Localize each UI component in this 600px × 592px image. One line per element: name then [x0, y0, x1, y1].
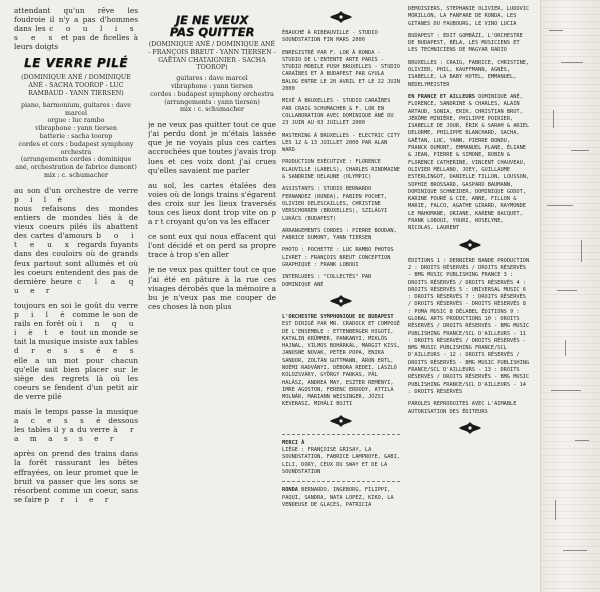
song-title-le-verre-pile: LE VERRE PILÉ: [24, 56, 128, 71]
credits-column-4: [408, 6, 532, 590]
thanks-bruxelles: BRUXELLES : CRAIG, FABRICE, CHRISTINE, OLIVIER, PHIL, KAUFFMANN, AGNÈS, ISABELLE, LA BABY HOTEL, EMMANUEL, NEDELYMEISTER: [408, 59, 530, 88]
ornament-icon: [457, 238, 483, 252]
recording-credit: ENREGISTRÉ PAR F. LOR À RONDA - STUDIO DE L'ENTENTE ARTE PARIS - STUDIO MOBILE PUSH BRUXELLES - STUDIO CARAÏBES ET À BUDAPEST PAR GYULA BALOG ENTRE LE 20 AVRIL ET LE 22 JUIN 2000: [282, 49, 400, 93]
lyrics-permission: PAROLES REPRODUITES AVEC L'AIMABLE AUTORISATION DES ÉDITEURS: [408, 401, 517, 415]
lyrics-verse: après on prend des trains dans la forêt rassurant les bêtes effrayées, on leur promet que le bruit va passer que les sons se résorbent comme un coeur, sans se faire p r i e r: [14, 449, 138, 504]
lyrics-verse: je ne veux pas quitter tout ce que j'ai été en pâture à la rue ces visages dérobés que la mémoire a bu je n'veux pas me couper de ces choses là non plus: [148, 265, 276, 311]
ornament-icon: [328, 10, 354, 24]
editions-list: ÉDITIONS 1 : DERNIÈRE BANDE PRODUCTION 2 : DROITS RÉSERVÉS / DROITS RÉSERVÉS - BMG MUSIC PUBLISHING FRANCE 3 : DROITS RÉSERVÉS / DROITS RÉSERVÉS 4 : DROITS RÉSERVÉS 5 : UNIVERSAL MUSIC 6 : DROITS RÉSERVÉS 7 : DROITS RÉSERVÉS / DROITS RÉSERVÉS - DROITS RÉSERVÉS 8 : POMA MUSIC 8 DÉLABEL ÉDITIONS 9 : GLOBAL ARTS PRODUCTIONS 10 : DROITS RÉSERVÉS / DROITS RÉSERVÉS - BMG MUSIC PUBLISHING FRANCE/SCL D'AILLEURS - 11 : DROITS RÉSERVÉS / DROITS RÉSERVÉS - BMG MUSIC PUBLISHING FRANCE/SCL D'AILLEURS - 12 : DROITS RÉSERVÉS / DROITS RÉSERVÉS - BMG MUSIC PUBLISHING FRANCE/SCL D'AILLEURS - 13 : DROITS RÉSERVÉS / DROITS RÉSERVÉS - BMG MUSIC PUBLISHING FRANCE/SCL D'AILLEURS - 14 : DROITS RÉSERVÉS: [408, 257, 530, 395]
lyrics-column-1: [14, 6, 138, 590]
intro-text: attendant qu'un rêve les foudroie il n'y a pas d'hommes dans les c o u l i s s e s et pas de ficelles à leurs doigts: [14, 6, 138, 52]
song-credits: (DOMINIQUE ANÉ / DOMINIQUE ANÉ - FRANÇOIS BREUT - YANN TIERSEN - GAËTAN CHATAIGNIER - SACHA TOOROP) guitares : dave marcel vibraphone : yann tiersen cordes : budapest symphony orchestra (arrangements : yann tiersen) mix : c. schumacher: [148, 41, 276, 114]
lyrics-column-2: [148, 6, 276, 590]
ornament-icon: [457, 421, 483, 435]
lyrics-verse: au sol, les cartes étalées des voies où de longs trains s'égarent des croix sur les lieux traversés tous ces lieux dont trop vite on p a r t croyant qu'on va les effacer: [148, 180, 276, 227]
recording-credit: INTERLUDES : "COLLECTÉS" PAR DOMINIQUE ANÉ: [282, 274, 372, 288]
recording-credit: ASSISTANTS : STUDIO BERNARDO FERNANDEZ (RONDA), FABIEN POCHET, OLIVIER DELESCAILLES, CHRISTINE VERSCHORREN (BRUXELLES), SZILÁGYI LUKÁCS (BUDAPEST): [282, 186, 388, 222]
lyrics-verse: ce sont eux qui nous effacent qui l'ont décidé et on perd sa propre trace à trop s'en aller: [148, 232, 276, 260]
divider: [282, 434, 400, 435]
recording-credit: PRODUCTION EXÉCUTIVE : FLORENCE KLAUVILLE (LABELS), CHARLES RINDMAINE & SANDRINE DELAUNE (OLYMPIC): [282, 159, 400, 181]
intro-spaced-word: c o u l i s s e s: [14, 24, 138, 43]
recording-credit: ARRANGEMENTS CORDES : PIERRE BOUDAN, FABRICE DUMONT, YANN TIERSEN: [282, 227, 397, 242]
ornament-icon: [328, 414, 354, 428]
ornament-icon: [328, 294, 354, 308]
recording-credit: ÉBAUCHÉ À RIBEAUVILLE - STUDIO SOUNDSTATION FIN MARS 2000: [282, 30, 378, 44]
thanks-ronda: RONDA BERNARDO, INGEBORG, FILIPPI, PAQUI, SANDRA, NATA LOPEZ, KIKO, LA VENDEUSE DE GLACES, PATRICIA: [282, 487, 394, 508]
thanks-list: DEMOISIERS, STÉPHANIE OLIVIER, LUDOVIC MORILLON, LA FANFARE DE RONDA, LES GITANES DU FAUBOURG, LE VINO LUCIA: [408, 6, 530, 27]
thanks-budapest: BUDAPEST : EDIT GOMBÁZI, L'ORCHESTRE DE BUDAPEST, BÉLA, LES MUSICIENS ET LES TECHNICIENS DE MAGYAR RADIO: [408, 32, 523, 54]
divider: [282, 481, 400, 482]
song-credits: (DOMINIQUE ANÉ / DOMINIQUE ANÉ - SACHA TOOROP - LUC RAMBAUD - YANN TIERSEN) piano, harmonium, guitares : dave marcel orgue : luc rambo vibraphone : yann tiersen batterie : sacha toorop cordes et cors : budapest symphony orchestra (arrangements cordes : dominique ané, orchestration de fabrice dumont) mix : c. schumacher: [15, 74, 137, 180]
thanks-section: MERCI À LIÈGE : FRANÇOISE GRISAY, LA SOUNDSTATION, FABRICE LAMPROYE, GABI, LILI, DORY, CEUX DU SWAY ET DE LA SOUNDSTATION: [282, 439, 400, 475]
recording-credit: PHOTO : POCHETTE : LUC RAMBO PHOTOS LIVRET : FRANÇOIS BREUT CONCEPTION GRAPHIQUE : FRANK LOBOUI: [282, 247, 394, 269]
song-title-je-ne-veux-pas-quitter: JE NE VEUX PAS QUITTER: [169, 13, 255, 39]
lyrics-verse: je ne veux pas quitter tout ce que j'ai perdu dont je m'étais lassée que je ne voyais plus ces cartes accrochées que toutes j'avais trop lues et ces voix dont j'ai crues qu'elles savaient me parler: [148, 120, 276, 175]
credits-column-3: [282, 6, 400, 590]
orchestra-credit: L'ORCHESTRE SYMPHONIQUE DE BUDAPEST EST DIRIGÉ PAR MR. CRADOCK ET COMPOSÉ DE L'ENSEMBLE : ETTENBERGER HIGOTI, KATALIN KRÜMMER, PANKANYI, MIKLÓS HAJNAL, VILMOS BOHÁRKÁL, MARGIT KISS, JANOSNE NOVAK, PETER POPA, ENIKA SANDOR, ZOLTÁN GUTTMANN, ÁRON ERTL, NOÉMI RADVÁNYI, DÉBORA REDEI, LÁSZLÓ KOLOZSVÁRY, GYÖRGY FARKAS, PÁL HALÁSZ, ANDREA MAY, ESZTER REMÉNYI, IMRE AGOSTON, FERENC ERDODY, ATTILA MOLNÁR, MARIANN WEISINGER, JÓZSI KEVERASZ, MIHÁLI BOJTI: [282, 313, 400, 408]
decorative-side-strip: [540, 0, 600, 592]
lyrics-verse: mais le temps passe la musique a c e s s é dessous les tables il y a du verre à r a m a s s e r: [14, 406, 138, 444]
thanks-france: EN FRANCE ET AILLEURS DOMINIQUE ANÉ, FLORENCE, SANDRINE & CHARLES, ALAIN ARTAUD, SONIA, ERIK, CHRISTIAN BRUT, JÉRÔME MINIÈRE, PHILIPPE POIRIER, ISABELLE DE JOUR, ÉRIK & SARAH & ARIEL DELORME, PHILIPPE BLANCHARD, SACHA, GAËTAN, LUC, YANN, PIERRE BONDU, FRANCK DUMONT, EMMANUEL PLANE, ÉLIANE & JEAN, PIERRE & SIMONE, ROBIN & FLORENCE CATHERINE, VINCENT CHAUVEAU, OLIVIER MELLANO, JOEY, GUILLAUME ESTERLINGOT, DANIELLE TILLON, LOUSSON, SOPHIE BROSSARD, GASPARD BAUMANN, DOMINIQUE SCHNEIDER, DOMINIQUE GODOT, KARINE FOURÉ & CIE, ANNE, FILLON & MARIE, FALCO, AGATHE GIRARD, RAYMONDE LE MAHOMANE, ORIANE, KARENE BACQUET, FRANK LOBOUI, YOURI, ROSELYNE, NICOLAS, LAURENT: [408, 93, 530, 232]
recording-credit: MASTERING À BRUXELLES - ELECTRIC CITY LES 12 & 13 JUILLET 2000 PAR ALAN WARD: [282, 132, 400, 154]
lyrics-verse: au son d'un orchestre de verre p i l é nous refaisons des mondes entiers de mondes liés à de vieux coeurs pilés ils abattent des cartes d'amours b o i t e u x regards fuyants dans des couloirs où de grands feux partout sont allumés et où les coeurs entendent des pas de dernière heure c l a q u e r: [14, 185, 138, 295]
recording-credit: MIXÉ À BRUXELLES - STUDIO CARAÏBES PAR CRAIG SCHUMACHER & F. LOR EN COLLABORATION AVEC DOMINIQUE ANÉ DU 23 JUIN AU 03 JUILLET 2000: [282, 98, 394, 127]
lyrics-verse: toujours en soi le goût du verre p i l é comme le son de rails en forêt où i n q u i è t e tout un monde se tait la musique insiste aux tables d r e s s é e s elle a un mot pour chacun qu'elle sait bien placer sur le siège des regrets là où les coeurs se fendent d'un petit air de verre pilé: [14, 300, 138, 401]
